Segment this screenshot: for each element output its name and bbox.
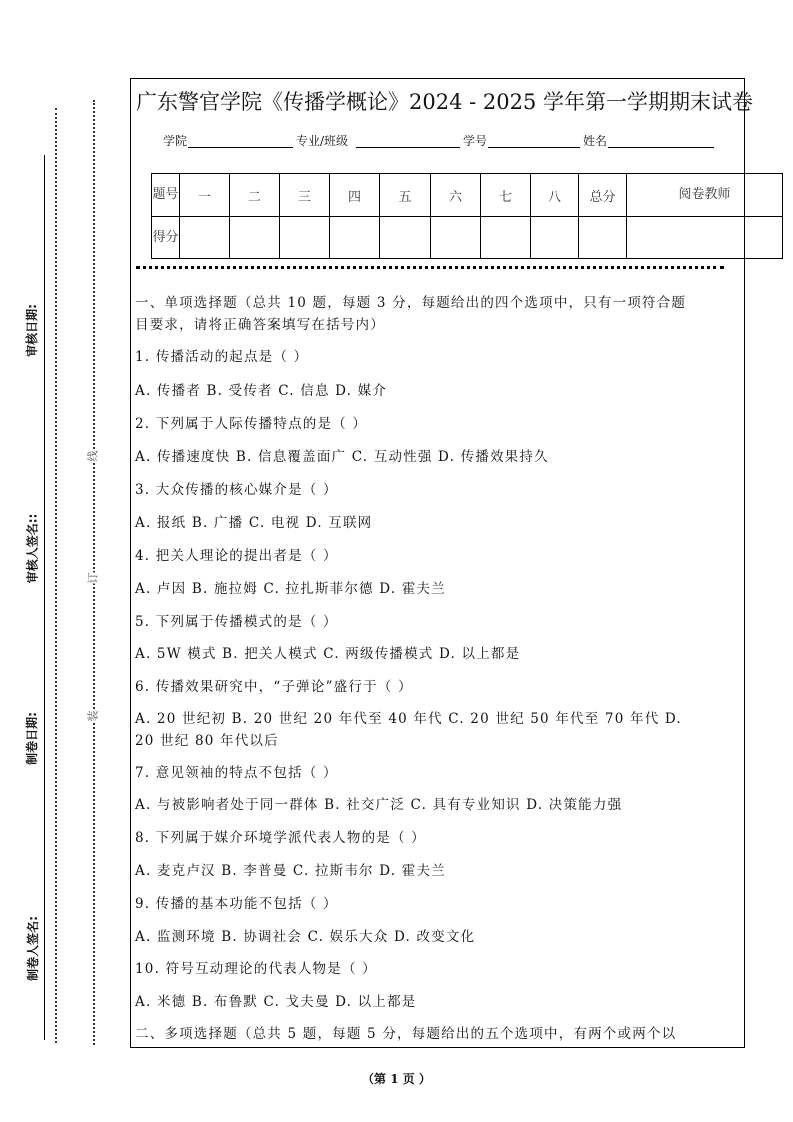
score-cell[interactable] bbox=[330, 217, 380, 259]
section-heading: 一、单项选择题（总共 10 题，每题 3 分，每题给出的四个选项中，只有一项符合题 bbox=[135, 295, 687, 311]
compile-date-label: 制卷日期: bbox=[23, 709, 40, 768]
major-class-field[interactable] bbox=[356, 147, 460, 148]
answer-options: A. 传播速度快 B. 信息覆盖面广 C. 互动性强 D. 传播效果持久 bbox=[135, 449, 549, 465]
score-cell[interactable] bbox=[280, 217, 330, 259]
score-cell[interactable] bbox=[230, 217, 280, 259]
row-label: 得分 bbox=[152, 217, 180, 259]
question-text: 1. 传播活动的起点是（ ） bbox=[135, 349, 309, 365]
question-text: 10. 符号互动理论的代表人物是（ ） bbox=[135, 961, 377, 977]
answer-options: A. 麦克卢汉 B. 李普曼 C. 拉斯韦尔 D. 霍夫兰 bbox=[135, 863, 446, 879]
answer-options: 20 世纪 80 年代以后 bbox=[135, 733, 279, 749]
binding-mark-bind: 装 bbox=[86, 710, 100, 722]
name-label: 姓名 bbox=[583, 134, 608, 148]
question-text: 5. 下列属于传播模式的是（ ） bbox=[135, 614, 338, 630]
college-field[interactable] bbox=[188, 147, 293, 148]
question-text: 7. 意见领袖的特点不包括（ ） bbox=[135, 765, 338, 781]
question-text: 4. 把关人理论的提出者是（ ） bbox=[135, 548, 338, 564]
name-field[interactable] bbox=[608, 147, 714, 148]
question-text: 9. 传播的基本功能不包括（ ） bbox=[135, 896, 338, 912]
col-header: 阅卷教师 bbox=[627, 174, 783, 217]
col-header: 七 bbox=[481, 174, 531, 217]
question-text: 6. 传播效果研究中，“子弹论”盛行于（ ） bbox=[135, 679, 413, 695]
reviewer-signature-label: 审核人签名:: bbox=[23, 511, 40, 587]
col-header: 五 bbox=[380, 174, 431, 217]
col-header: 一 bbox=[180, 174, 230, 217]
answer-options: A. 与被影响者处于同一群体 B. 社交广泛 C. 具有专业知识 D. 决策能力强 bbox=[135, 797, 623, 813]
dotted-separator bbox=[136, 266, 724, 269]
margin-line bbox=[44, 155, 45, 1040]
score-cell[interactable] bbox=[431, 217, 481, 259]
answer-options: A. 20 世纪初 B. 20 世纪 20 年代至 40 年代 C. 20 世纪 50 年代至 70 年代 D. bbox=[135, 711, 682, 727]
score-row bbox=[152, 217, 783, 259]
question-text: 3. 大众传播的核心媒介是（ ） bbox=[135, 482, 338, 498]
section-heading: 二、多项选择题（总共 5 题，每题 5 分，每题给出的五个选项中，有两个或两个以 bbox=[135, 1026, 677, 1042]
answer-options: A. 米德 B. 布鲁默 C. 戈夫曼 D. 以上都是 bbox=[135, 994, 417, 1010]
compiler-signature-label: 制卷人签名: bbox=[24, 913, 41, 984]
student-id-field[interactable] bbox=[488, 147, 580, 148]
score-cell[interactable] bbox=[380, 217, 431, 259]
exam-title: 广东警官学院《传播学概论》2024 - 2025 学年第一学期期末试卷 bbox=[136, 90, 754, 114]
section-heading: 目要求，请将正确答案填写在括号内） bbox=[135, 317, 385, 333]
dotted-line-inner bbox=[55, 108, 57, 1043]
binding-mark-line: 线 bbox=[86, 450, 100, 462]
col-header: 总分 bbox=[579, 174, 627, 217]
answer-options: A. 5W 模式 B. 把关人模式 C. 两级传播模式 D. 以上都是 bbox=[135, 646, 521, 662]
question-text: 2. 下列属于人际传播特点的是（ ） bbox=[135, 416, 368, 432]
binding-mark-staple: 订 bbox=[86, 572, 100, 584]
score-table bbox=[151, 173, 783, 259]
page-number: （第 1 页 ） bbox=[362, 1072, 431, 1086]
score-cell[interactable] bbox=[180, 217, 230, 259]
score-cell[interactable] bbox=[627, 217, 783, 259]
college-label: 学院 bbox=[163, 134, 188, 148]
col-header: 三 bbox=[280, 174, 330, 217]
student-id-label: 学号 bbox=[463, 134, 488, 148]
answer-options: A. 卢因 B. 施拉姆 C. 拉扎斯菲尔德 D. 霍夫兰 bbox=[135, 581, 446, 597]
question-number-row bbox=[152, 174, 783, 217]
col-header: 二 bbox=[230, 174, 280, 217]
col-header: 八 bbox=[531, 174, 579, 217]
answer-options: A. 传播者 B. 受传者 C. 信息 D. 媒介 bbox=[135, 383, 388, 399]
major-class-label: 专业/班级 bbox=[296, 134, 349, 148]
answer-options: A. 监测环境 B. 协调社会 C. 娱乐大众 D. 改变文化 bbox=[135, 929, 476, 945]
review-date-label: 审核日期: bbox=[23, 301, 40, 360]
row-label: 题号 bbox=[152, 174, 180, 217]
score-cell[interactable] bbox=[579, 217, 627, 259]
answer-options: A. 报纸 B. 广播 C. 电视 D. 互联网 bbox=[135, 515, 373, 531]
col-header: 六 bbox=[431, 174, 481, 217]
score-cell[interactable] bbox=[481, 217, 531, 259]
score-cell[interactable] bbox=[531, 217, 579, 259]
col-header: 四 bbox=[330, 174, 380, 217]
question-text: 8. 下列属于媒介环境学派代表人物的是（ ） bbox=[135, 830, 426, 846]
